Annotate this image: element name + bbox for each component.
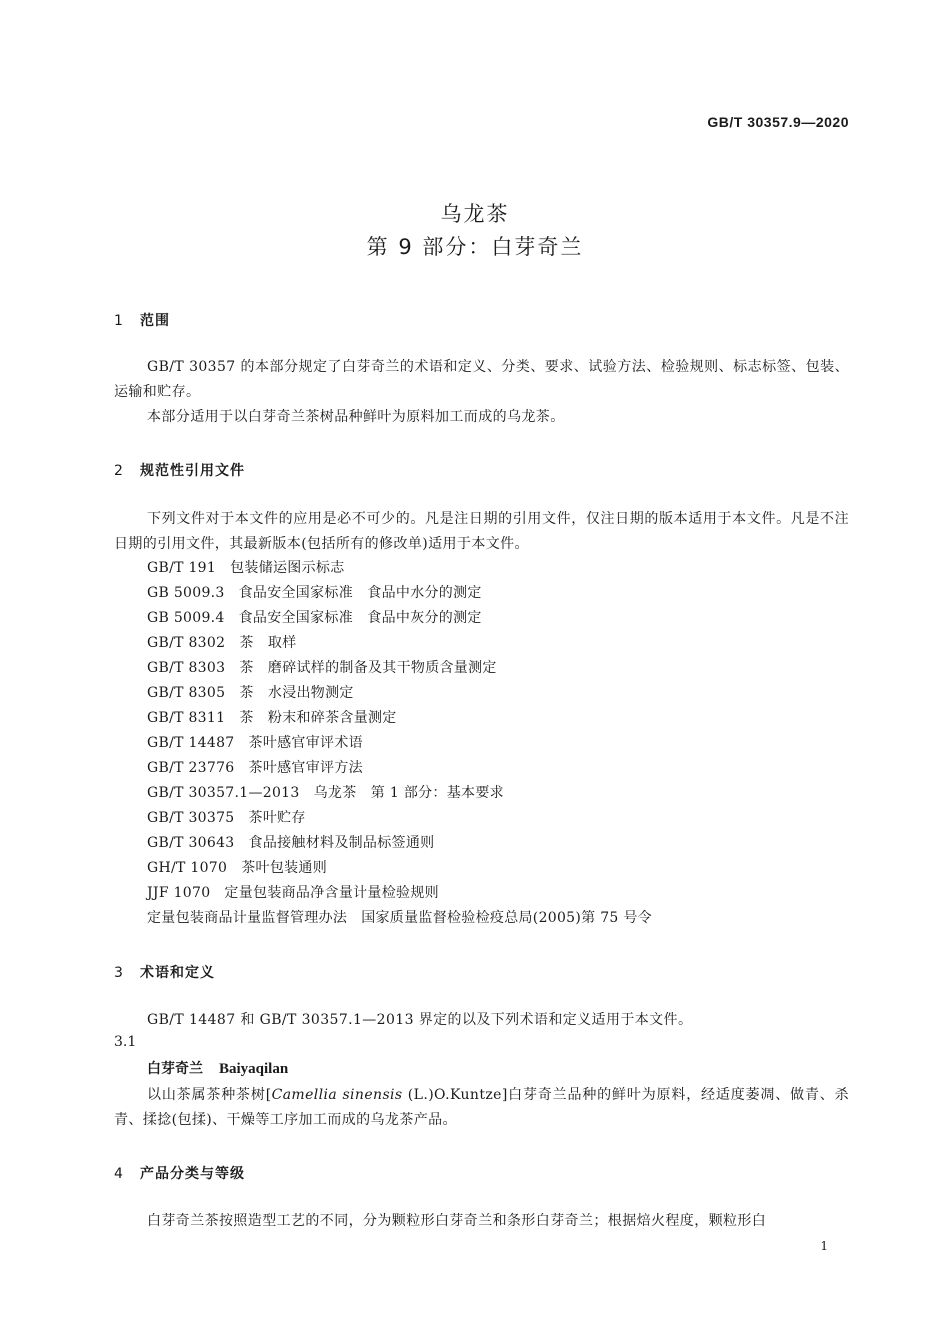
definition-text: 以山茶属茶种茶树[: [147, 1087, 272, 1103]
reference-title: 定量包装商品净含量计量检验规则: [224, 885, 439, 901]
reference-title: 茶叶感官审评方法: [248, 760, 363, 776]
reference-item: [147, 807, 306, 827]
document-subtitle: 第 9 部分：白芽奇兰: [366, 235, 584, 259]
reference-title: 国家质量监督检验检疫总局(2005)第 75 号令: [361, 910, 652, 926]
reference-title: 乌龙茶 第 1 部分：基本要求: [313, 785, 504, 801]
section-heading-2: [114, 460, 245, 480]
paragraph: GB/T 14487 和 GB/T 30357.1—2013 界定的以及下列术语和定义适用于本文件。: [147, 1012, 693, 1028]
reference-title: 茶叶贮存: [248, 810, 306, 826]
term-english: Baiyaqilan: [219, 1061, 289, 1077]
reference-title: 茶 取样: [239, 635, 297, 651]
reference-code: GB/T 30357.1—2013: [147, 785, 300, 801]
reference-item: [147, 907, 652, 927]
latin-name: Camellia sinensis: [271, 1087, 403, 1103]
reference-code: GB/T 30643: [147, 835, 235, 851]
reference-item: [147, 707, 397, 727]
reference-title: 食品接触材料及制品标签通则: [248, 835, 435, 851]
term-heading: [147, 1058, 288, 1078]
reference-code: GB/T 8311: [147, 710, 226, 726]
document-title: 乌龙茶: [440, 202, 510, 226]
paragraph: 白芽奇兰茶按照造型工艺的不同，分为颗粒形白芽奇兰和条形白芽奇兰；根据焙火程度，颗粒形白: [147, 1213, 767, 1229]
section-title: 范围: [140, 313, 170, 329]
reference-code: JJF 1070: [147, 885, 211, 901]
reference-title: 茶 水浸出物测定: [239, 685, 354, 701]
reference-item: [147, 857, 327, 877]
reference-code: GB/T 191: [147, 560, 217, 576]
section-number: 3: [114, 965, 123, 981]
reference-item: [147, 682, 354, 702]
paragraph: GB/T 30357 的本部分规定了白芽奇兰的术语和定义、分类、要求、试验方法、检验规则、标志标签、包装、运输和贮存。: [114, 359, 849, 400]
section-heading-4: [114, 1163, 245, 1183]
section-heading-1: [114, 310, 170, 330]
paragraph: 下列文件对于本文件的应用是必不可少的。凡是注日期的引用文件，仅注日期的版本适用于本文件。凡是不注日期的引用文件，其最新版本(包括所有的修改单)适用于本文件。: [114, 511, 849, 552]
section-number: 4: [114, 1166, 123, 1182]
reference-title: 茶叶包装通则: [241, 860, 328, 876]
reference-item: [147, 832, 434, 852]
reference-item: [147, 582, 482, 602]
section-number: 1: [114, 313, 123, 329]
term-definition: [114, 1083, 849, 1133]
reference-item: [147, 632, 297, 652]
reference-code: GB/T 8305: [147, 685, 226, 701]
definition-text: (L.)O.Kuntze]白芽奇兰品种的鲜叶为原料，经适度萎凋、做青、杀青、揉捻(包揉)、干燥等工序加工而成的乌龙茶产品。: [114, 1087, 849, 1128]
reference-item: [147, 782, 504, 802]
reference-title: 茶叶感官审评术语: [248, 735, 363, 751]
reference-item: [147, 657, 497, 677]
section-title: 术语和定义: [140, 965, 215, 981]
standard-number: GB/T 30357.9—2020: [707, 114, 849, 130]
reference-code: GB/T 14487: [147, 735, 235, 751]
term-number: 3.1: [114, 1034, 137, 1050]
reference-item: [147, 757, 363, 777]
reference-item: [147, 607, 482, 627]
reference-title: 食品安全国家标准 食品中灰分的测定: [238, 610, 482, 626]
reference-item: [147, 732, 363, 752]
reference-code: GB/T 8302: [147, 635, 226, 651]
reference-code: GB/T 8303: [147, 660, 226, 676]
term-chinese: 白芽奇兰: [147, 1061, 203, 1077]
reference-code: GB/T 30375: [147, 810, 235, 826]
reference-title: 茶 粉末和碎茶含量测定: [239, 710, 397, 726]
page-number: 1: [820, 1239, 828, 1253]
section-title: 规范性引用文件: [140, 463, 245, 479]
reference-code: GB 5009.3: [147, 585, 225, 601]
reference-code: GB 5009.4: [147, 610, 225, 626]
paragraph: 本部分适用于以白芽奇兰茶树品种鲜叶为原料加工而成的乌龙茶。: [147, 409, 565, 425]
section-title: 产品分类与等级: [140, 1166, 245, 1182]
reference-title: 茶 磨碎试样的制备及其干物质含量测定: [239, 660, 497, 676]
section-heading-3: [114, 962, 215, 982]
reference-code: GB/T 23776: [147, 760, 235, 776]
reference-title: 包装储运图示标志: [230, 560, 345, 576]
section-number: 2: [114, 463, 123, 479]
reference-code: GH/T 1070: [147, 860, 228, 876]
reference-title: 食品安全国家标准 食品中水分的测定: [238, 585, 482, 601]
reference-item: [147, 557, 345, 577]
reference-item: [147, 882, 439, 902]
reference-code: 定量包装商品计量监督管理办法: [147, 910, 348, 926]
